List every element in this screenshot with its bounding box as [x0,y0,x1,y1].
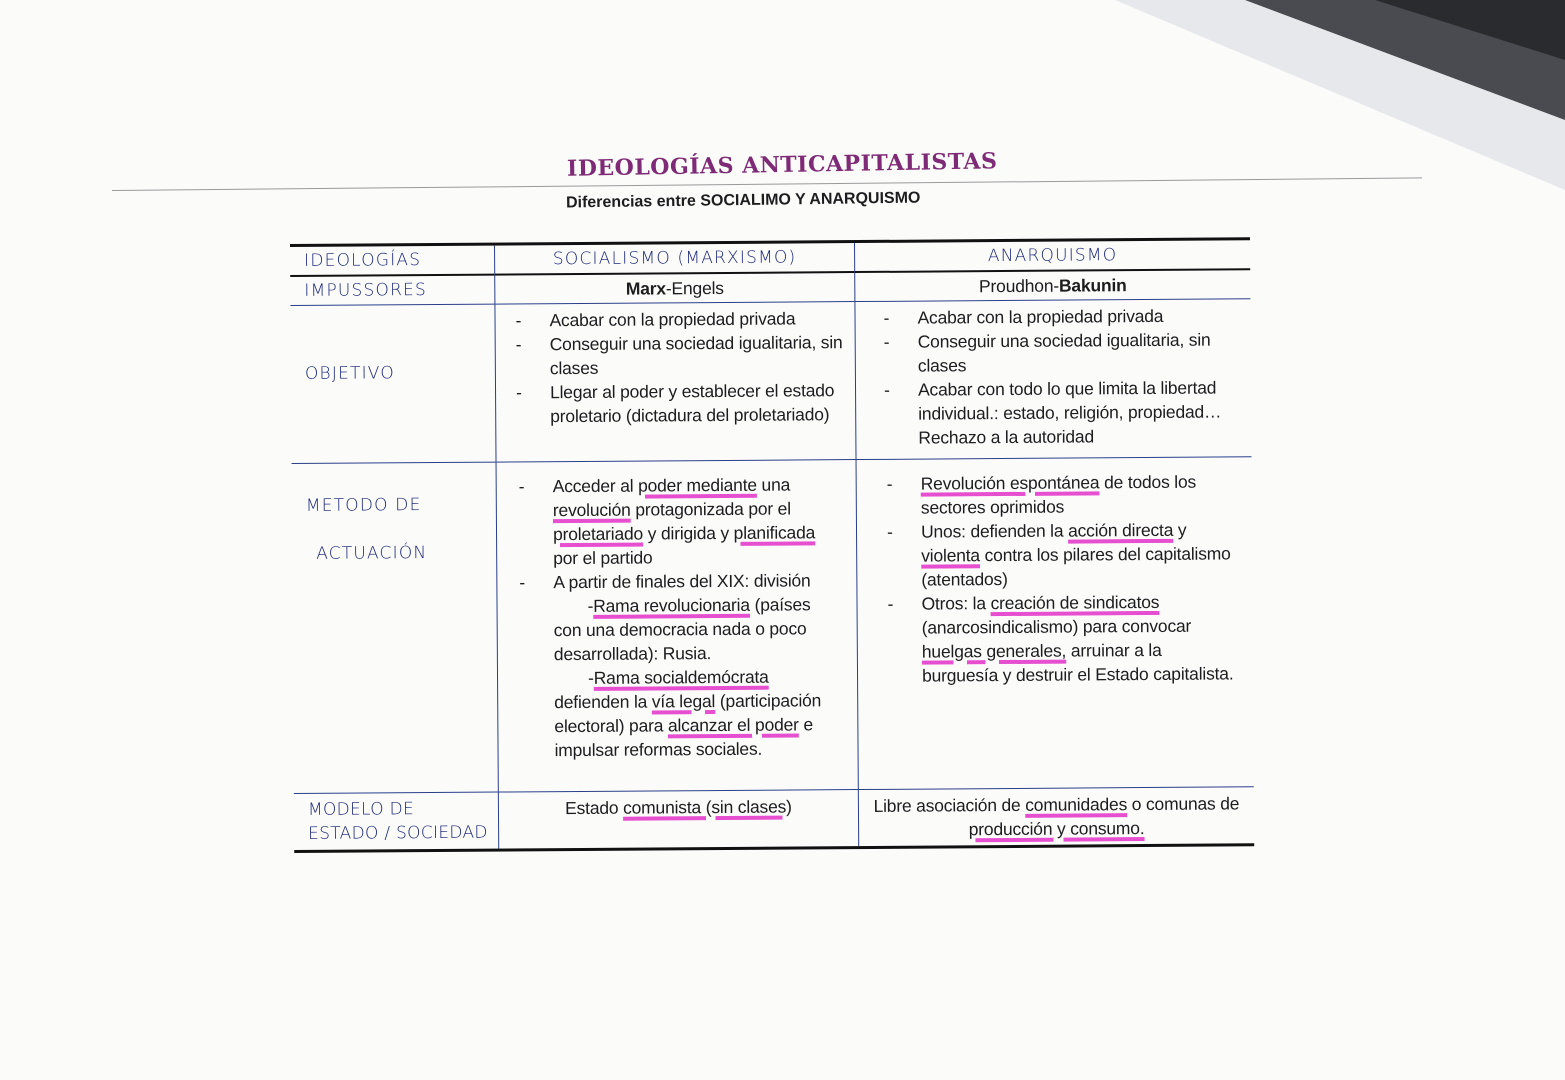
label-ideologias: IDEOLOGÍAS [290,246,494,277]
text-segment: Acabar con la propiedad privada [917,305,1164,328]
label-impulsores: IMPUSSORES [290,276,494,306]
highlighted-text: vía legal [651,691,716,712]
modelo-socialismo [498,790,858,849]
impulsor-bold: Bakunin [1058,275,1127,296]
highlighted-text: poder mediante [637,474,757,496]
text-segment: y [1173,519,1187,540]
text-segment: Conseguir una sociedad igualitaria, sin clases [917,329,1211,376]
bullet-item [515,306,842,332]
highlighted-text: proletariado [552,523,644,545]
impulsor-bold: Marx [625,278,666,299]
highlighted-text: comunista (sin clases) [622,796,792,818]
text-segment: A partir de finales del XIX: división [553,570,811,593]
metodo-socialismo [519,472,838,762]
highlighted-text: acción directa [1067,519,1174,541]
highlighted-text: comunidades [1025,794,1128,815]
highlighted-text: Rama revolucionaria [593,594,750,616]
impulsores-socialismo [494,273,854,305]
header-socialismo: SOCIALISMO (MARXISMO) [494,243,854,276]
comparison-table [290,237,1254,853]
label-objetivo: OBJETIVO [290,305,495,464]
text-segment: - [587,595,594,616]
text-segment: Llegar al poder y establecer el estado proletario (dictadura del proletariado) [549,380,835,427]
text-segment: de todos los sectores oprimidos [920,471,1197,518]
text-segment: e impulsar reformas sociales. [554,714,814,761]
header-anarquismo: ANARQUISMO [854,240,1250,273]
highlighted-text: violenta [921,545,980,566]
objetivo-anarquismo [883,303,1239,449]
highlighted-text: planificada [733,522,816,543]
text-segment: Acabar con la propiedad privada [549,308,796,331]
text-segment: (países con una democracia nada o poco desarrollada): Rusia. [553,594,811,665]
bullet-item [887,589,1241,687]
text-segment: (anarcosindicalismo) para convocar [921,615,1192,638]
highlighted-text: Revolución espontánea [920,472,1100,494]
text-segment: y dirigida y [642,522,734,544]
objetivo-socialismo-cell [494,302,855,463]
metodo-anarquismo [887,469,1241,687]
text-segment: protagonizada por el [630,498,791,520]
highlighted-text: alcanzar el poder [667,714,799,736]
text-segment: Acceder al [552,475,639,497]
bullet-item [519,568,837,762]
bullet-item [516,378,843,428]
text-segment: defienden la [554,691,652,713]
bullet-item [884,375,1239,449]
text-segment: - [587,667,594,688]
text-segment: Estado [565,797,624,819]
highlighted-text: huelgas generales, [921,640,1067,662]
text-segment: por el partido [553,547,653,569]
highlighted-text: producción y consumo. [968,818,1145,840]
objetivo-anarquismo-cell [854,299,1251,460]
subtitle: Diferencias entre SOCIALIMO Y ANARQUISMO [565,189,921,212]
impulsores-anarquismo [854,270,1250,302]
notebook-corner [1045,0,1565,200]
text-segment: Conseguir una sociedad igualitaria, sin clases [549,332,843,379]
highlighted-text: Rama socialdemócrata [593,666,769,688]
text-segment: Libre asociación de [873,794,1026,816]
bullet-item [883,303,1238,329]
metodo-socialismo-cell [496,460,858,793]
text-segment: o comunas de [1127,793,1240,815]
impulsor-rest: -Engels [665,277,724,299]
text-segment: Unos: defienden la [920,520,1069,542]
highlighted-text: creación de sindicatos [990,591,1160,614]
objetivo-socialismo [515,306,843,428]
text-segment: contra los pilares del capitalismo (atentados) [921,543,1231,590]
page-title: IDEOLOGÍAS ANTICAPITALISTAS [566,148,998,182]
text-segment: Acabar con todo lo que limita la libertad individual.: estado, religión, propiedad… Rechazo a la autoridad [917,377,1222,448]
bullet-item [516,330,843,380]
metodo-anarquismo-cell [856,457,1254,790]
modelo-anarquismo [858,787,1254,846]
bullet-item [887,517,1240,591]
text-segment: Otros: la [921,593,991,614]
label-metodo-cell [292,463,498,794]
bullet-item [887,469,1240,519]
text-segment: (participación electoral) para [554,690,822,737]
label-actuacion: ACTUACIÓN [316,543,428,564]
label-modelo-cell [294,793,498,850]
text-segment: una [756,474,791,495]
label-metodo: METODO DE [305,495,422,516]
text-segment: arruinar a la burguesía y destruir el Estado capitalista. [921,639,1234,686]
label-estado-sociedad: ESTADO / SOCIEDAD [308,822,488,844]
bullet-item [884,327,1239,377]
label-modelo: MODELO DE [307,799,415,820]
highlighted-text: revolución [552,499,631,521]
bullet-item [519,472,837,570]
impulsor-rest: Proudhon- [978,275,1060,297]
